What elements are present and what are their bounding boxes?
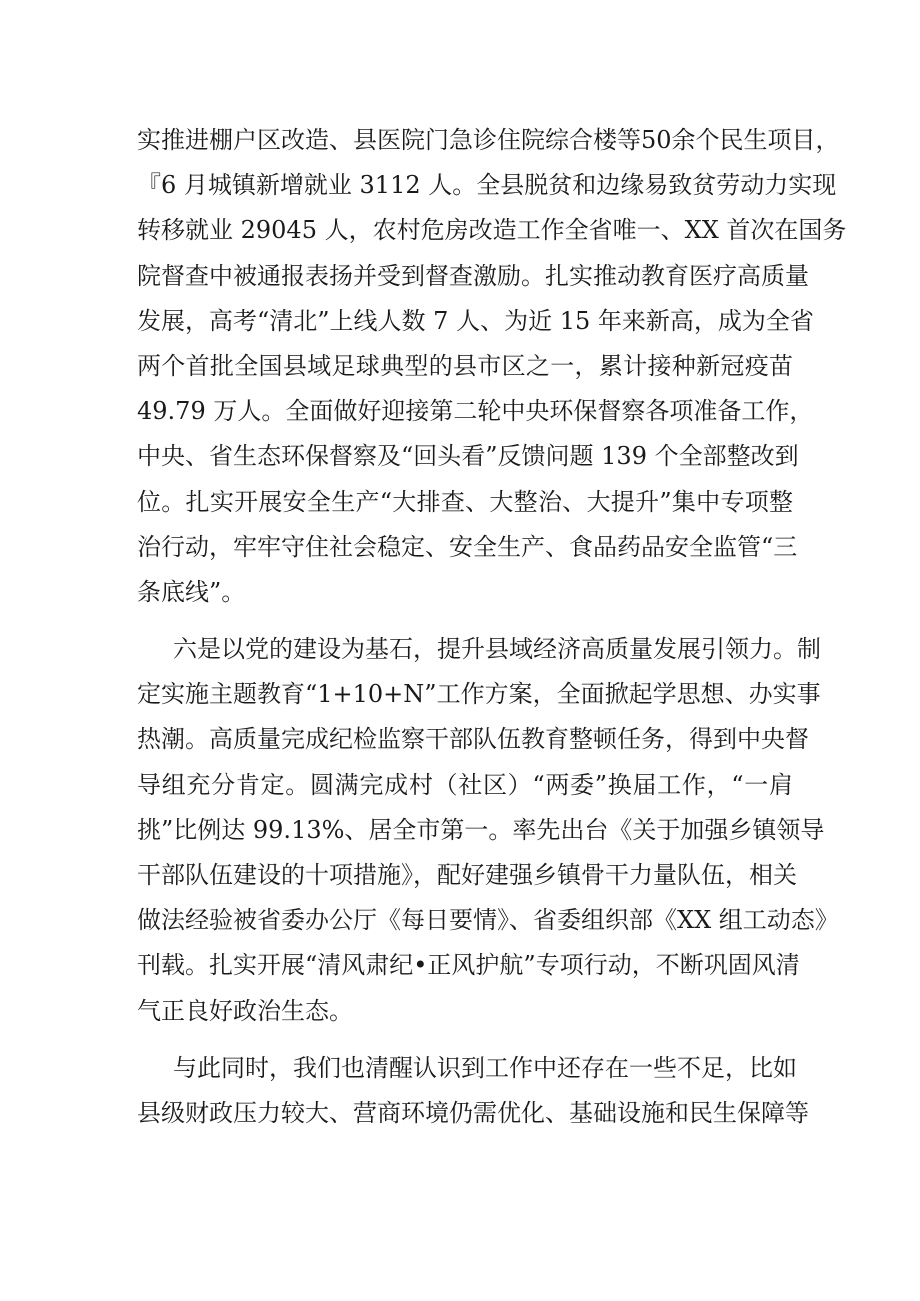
text-line: 转移就业 29045 人，农村危房改造工作全省唯一、XX 首次在国务 bbox=[137, 216, 847, 245]
text-line: 六是以党的建设为基石，提升县域经济高质量发展引领力。制 bbox=[173, 635, 821, 664]
text-line: 与此同时，我们也清醒认识到工作中还存在一些不足，比如 bbox=[173, 1053, 797, 1082]
text-line: 刊载。扎实开展“清风肃纪•正风护航”专项行动，不断巩固风清 bbox=[137, 951, 800, 980]
text-line: 实推进棚户区改造、县医院门急诊住院综合楼等50余个民生项目， bbox=[137, 126, 840, 154]
document-body bbox=[137, 118, 847, 1136]
text-line: 定实施主题教育“1+10+N”工作方案，全面掀起学思想、办实事 bbox=[137, 680, 821, 709]
text-line: 干部队伍建设的十项措施》，配好建强乡镇骨干力量队伍，相关 bbox=[137, 861, 797, 889]
paragraph-livelihood bbox=[137, 118, 847, 615]
text-line: 热潮。高质量完成纪检监察干部队伍教育整顿任务，得到中央督 bbox=[137, 725, 809, 754]
text-line: 院督查中被通报表扬并受到督查激励。扎实推动教育医疗高质量 bbox=[137, 261, 809, 290]
paragraph-party-building bbox=[137, 627, 839, 1034]
text-line: 做法经验被省委办公厅《每日要情》、省委组织部《XX 组工动态》 bbox=[137, 906, 839, 935]
text-line: 位。扎实开展安全生产“大排查、大整治、大提升”集中专项整 bbox=[137, 487, 793, 516]
text-line: 导组充分肯定。圆满完成村（社区）“两委”换届工作，“一肩 bbox=[137, 770, 793, 799]
text-line: 气正良好政治生态。 bbox=[137, 996, 353, 1025]
text-line: 条底线”。 bbox=[137, 577, 246, 606]
text-line: 两个首批全国县域足球典型的县市区之一，累计接种新冠疫苗 bbox=[137, 351, 793, 380]
text-line: 发展，高考“清北”上线人数 7 人、为近 15 年来新高，成为全省 bbox=[137, 306, 814, 335]
paragraph-shortcomings bbox=[137, 1046, 809, 1136]
text-line: 县级财政压力较大、营商环境仍需优化、基础设施和民生保障等 bbox=[137, 1098, 809, 1127]
text-line: 挑”比例达 99.13%、居全市第一。率先出台《关于加强乡镇领导 bbox=[137, 815, 825, 844]
text-line: 治行动，牢牢守住社会稳定、安全生产、食品药品安全监管“三 bbox=[137, 532, 798, 561]
text-line: 49.79 万人。全面做好迎接第二轮中央环保督察各项准备工作， bbox=[137, 397, 814, 426]
text-line: 『6 月城镇新增就业 3112 人。全县脱贫和边缘易致贫劳动力实现 bbox=[137, 171, 837, 200]
text-line: 中央、省生态环保督察及“回头看”反馈问题 139 个全部整改到 bbox=[137, 442, 799, 471]
